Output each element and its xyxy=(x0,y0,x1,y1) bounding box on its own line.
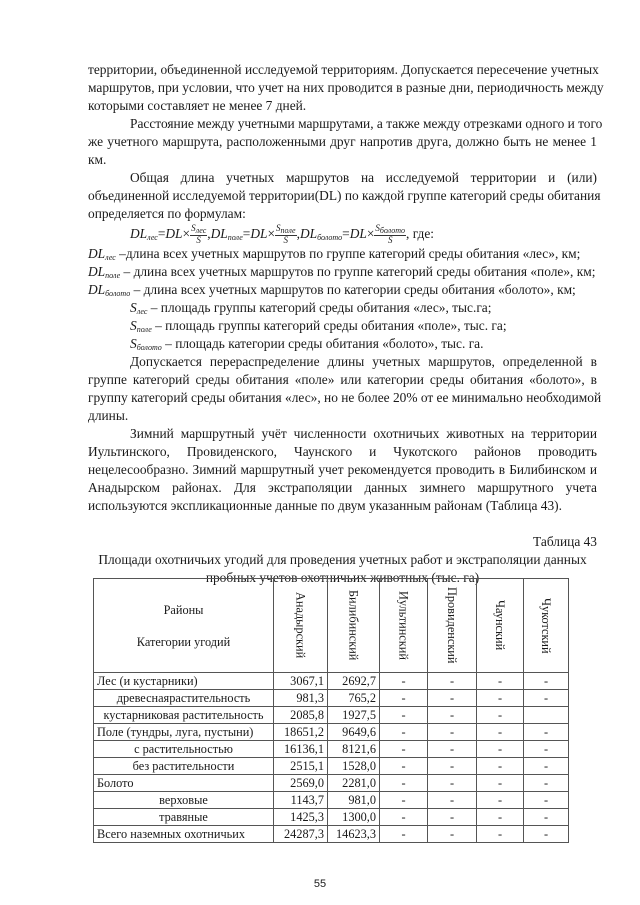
value-cell: - xyxy=(477,673,524,690)
value-cell: 2692,7 xyxy=(328,673,380,690)
table-row xyxy=(94,707,569,724)
value-cell: 3067,1 xyxy=(274,673,328,690)
table-title-line: Площади охотничьих угодий для проведения учетных работ и экстраполяции данных xyxy=(98,552,587,567)
value-cell: - xyxy=(477,690,524,707)
text-line: которыми составляет не менее 7 дней. xyxy=(88,98,307,113)
value-cell: 24287,3 xyxy=(274,826,328,843)
formula-times: × xyxy=(182,226,191,241)
value-cell: - xyxy=(380,673,428,690)
text-line: длины. xyxy=(88,408,129,423)
value-cell: - xyxy=(428,673,477,690)
categories-label: Категории угодий xyxy=(136,634,231,649)
formula-sub: поле xyxy=(280,226,296,236)
definition-text: – площадь группы категорий среды обитания «поле», тыс. га; xyxy=(151,318,507,333)
symbol-subscript: поле xyxy=(136,325,152,334)
district-column-header xyxy=(328,579,380,673)
symbol: DL xyxy=(88,282,106,297)
formula-eq: = xyxy=(157,226,166,241)
district-name: Иультинский xyxy=(396,591,411,660)
district-column-header xyxy=(274,579,328,673)
value-cell: - xyxy=(524,775,569,792)
value-cell: 1425,3 xyxy=(274,809,328,826)
definition-line xyxy=(88,263,597,281)
formula-sub: лес xyxy=(147,233,158,242)
value-cell: 981,0 xyxy=(328,792,380,809)
value-cell: - xyxy=(380,775,428,792)
text-line: км. xyxy=(88,152,107,167)
formula-sub: болото xyxy=(379,226,405,236)
category-cell: верховые xyxy=(94,792,274,809)
text-line: территории, объединенной исследуемой территориям. Допускается пересечение учетных xyxy=(88,62,599,77)
value-cell: 9649,6 xyxy=(328,724,380,741)
district-column-header xyxy=(428,579,477,673)
value-cell: - xyxy=(477,741,524,758)
table-row xyxy=(94,775,569,792)
definition-text: – длина всех учетных маршрутов по категории среды обитания «болото», км; xyxy=(130,282,576,297)
formula-sub: лес xyxy=(195,226,207,236)
district-column-header xyxy=(477,579,524,673)
district-column-header xyxy=(380,579,428,673)
value-cell: - xyxy=(380,792,428,809)
value-cell: - xyxy=(380,758,428,775)
value-cell: 2515,1 xyxy=(274,758,328,775)
text-line: группе категорий среды обитания «поле» или категории среды обитания «болото», в xyxy=(88,372,597,387)
value-cell xyxy=(524,707,569,724)
value-cell: - xyxy=(380,826,428,843)
value-cell: 2281,0 xyxy=(328,775,380,792)
category-cell: Поле (тундры, луга, пустыни) xyxy=(94,724,274,741)
definition-text: – площадь категории среды обитания «болото», тыс. га. xyxy=(161,336,484,351)
text-line: Расстояние между учетными маршрутами, а также между отрезками одного и того xyxy=(130,116,603,131)
value-cell: - xyxy=(428,741,477,758)
fraction xyxy=(275,224,297,245)
definition-line xyxy=(88,281,597,299)
value-cell: - xyxy=(477,775,524,792)
value-cell: - xyxy=(428,775,477,792)
value-cell: - xyxy=(524,758,569,775)
category-cell: древеснаярастительность xyxy=(94,690,274,707)
formula-dl: DL xyxy=(299,226,318,241)
value-cell: - xyxy=(524,673,569,690)
definition-text: –длина всех учетных маршрутов по группе категорий среды обитания «лес», км; xyxy=(115,246,581,261)
formula-eq: = xyxy=(342,226,350,241)
value-cell: - xyxy=(524,690,569,707)
category-cell: травяные xyxy=(94,809,274,826)
definition-line xyxy=(88,299,597,317)
table-label: Таблица 43 xyxy=(533,534,597,549)
value-cell: 18651,2 xyxy=(274,724,328,741)
table-row xyxy=(94,826,569,843)
table-row xyxy=(94,741,569,758)
formula-comma: , xyxy=(296,226,300,241)
fraction xyxy=(374,224,406,245)
text-line: определяется по формулам: xyxy=(88,206,246,221)
text-line: объединенной исследуемой территории(DL) по каждой группе категорий среды обитания xyxy=(88,188,601,203)
hunting-grounds-table xyxy=(93,578,569,843)
table-row xyxy=(94,724,569,741)
text-line: используются экспликационные данные по двум указанным районам (Таблица 43). xyxy=(88,498,562,513)
value-cell: - xyxy=(524,792,569,809)
formula-dl: DL xyxy=(130,226,148,241)
symbol: S xyxy=(130,318,137,333)
value-cell: - xyxy=(428,690,477,707)
value-cell: - xyxy=(428,809,477,826)
formula-dl: DL xyxy=(250,226,268,241)
definition-line xyxy=(88,335,597,353)
value-cell: - xyxy=(477,707,524,724)
formula-s: S xyxy=(375,223,380,234)
definition-line xyxy=(88,245,597,263)
symbol: S xyxy=(130,300,137,315)
symbol-subscript: болото xyxy=(105,289,131,298)
district-column-header xyxy=(524,579,569,673)
document-body xyxy=(88,61,604,587)
text-line: группу категорий среды обитания «лес», но не более 20% от ее минимально необходимой xyxy=(88,390,602,405)
value-cell: - xyxy=(380,724,428,741)
text-line: нецелесообразно. Зимний маршрутный учет рекомендуется проводить в Билибинском и xyxy=(88,462,597,477)
value-cell: 765,2 xyxy=(328,690,380,707)
corner-header xyxy=(94,579,274,673)
formula-s: S xyxy=(283,235,289,246)
value-cell: 1300,0 xyxy=(328,809,380,826)
category-cell: без растительности xyxy=(94,758,274,775)
district-name: Чукотский xyxy=(539,597,553,654)
page-number: 55 xyxy=(313,878,327,890)
table-title-line: пробных учетов охотничьих животных (тыс. га) xyxy=(205,570,480,585)
value-cell: 14623,3 xyxy=(328,826,380,843)
district-name: Провиденский xyxy=(445,587,459,664)
formula-dl: DL xyxy=(210,226,228,241)
formula-times: × xyxy=(366,226,375,241)
text-line: Общая длина учетных маршрутов на исследуемой территории и (или) xyxy=(130,170,597,185)
symbol-subscript: лес xyxy=(136,307,148,316)
value-cell: - xyxy=(524,724,569,741)
category-cell: с растительностью xyxy=(94,741,274,758)
text-line: Иультинского, Провиденского, Чаунского и Чукотского районов проводить xyxy=(88,444,597,459)
value-cell: - xyxy=(428,826,477,843)
value-cell: - xyxy=(380,809,428,826)
value-cell: - xyxy=(380,707,428,724)
formula-sub: поле xyxy=(227,233,243,242)
value-cell: 1927,5 xyxy=(328,707,380,724)
formula-sub: болото xyxy=(317,233,343,242)
table-header-row xyxy=(94,579,569,673)
districts-label: Районы xyxy=(163,602,204,617)
formula-s: S xyxy=(276,223,281,234)
category-cell: Всего наземных охотничьих xyxy=(94,826,274,843)
formula-dl: DL xyxy=(165,226,183,241)
value-cell: - xyxy=(524,741,569,758)
formula-s: S xyxy=(191,223,196,234)
text-line: Анадырском районах. Для экстраполяции данных зимнего маршрутного учета xyxy=(88,480,597,495)
definitions xyxy=(88,245,597,353)
text-line: же учетного маршрута, расположенными друг напротив друга, должно быть не менее 1 xyxy=(88,134,597,149)
text-line: маршрутов, при условии, что учет на них проводится в разные дни, периодичность между xyxy=(88,80,604,95)
symbol-subscript: болото xyxy=(136,343,162,352)
formula-dl: DL xyxy=(349,226,367,241)
table-row xyxy=(94,758,569,775)
intro-paragraphs xyxy=(88,61,604,223)
formula-tail: , где: xyxy=(406,226,434,241)
value-cell: - xyxy=(477,809,524,826)
formula xyxy=(88,223,597,245)
body-paragraphs xyxy=(88,353,602,515)
table-row xyxy=(94,792,569,809)
value-cell: - xyxy=(380,690,428,707)
value-cell: - xyxy=(477,724,524,741)
table-row xyxy=(94,690,569,707)
definition-text: – длина всех учетных маршрутов по группе категорий среды обитания «поле», км; xyxy=(120,264,596,279)
category-cell: кустарниковая растительность xyxy=(94,707,274,724)
value-cell: 2569,0 xyxy=(274,775,328,792)
value-cell: - xyxy=(380,741,428,758)
formula-eq: = xyxy=(242,226,251,241)
value-cell: - xyxy=(477,826,524,843)
value-cell: 8121,6 xyxy=(328,741,380,758)
value-cell: 16136,1 xyxy=(274,741,328,758)
formula-times: × xyxy=(267,226,276,241)
formula-s: S xyxy=(387,235,393,246)
symbol-subscript: лес xyxy=(105,253,116,262)
text-line: Зимний маршрутный учёт численности охотничьих животных на территории xyxy=(130,426,597,441)
district-name: Чаунский xyxy=(493,600,507,651)
symbol-subscript: поле xyxy=(105,271,121,280)
value-cell: - xyxy=(477,758,524,775)
table-row xyxy=(94,809,569,826)
value-cell: - xyxy=(524,826,569,843)
category-cell: Лес (и кустарники) xyxy=(94,673,274,690)
district-name: Билибинский xyxy=(346,590,361,661)
category-cell: Болото xyxy=(94,775,274,792)
fraction xyxy=(190,224,207,245)
symbol: DL xyxy=(88,246,106,261)
value-cell: 981,3 xyxy=(274,690,328,707)
formula-s: S xyxy=(196,235,201,246)
value-cell: - xyxy=(428,758,477,775)
definition-line xyxy=(88,317,597,335)
symbol: S xyxy=(130,336,137,351)
district-name: Анадырский xyxy=(293,592,308,659)
value-cell: - xyxy=(428,792,477,809)
value-cell: 2085,8 xyxy=(274,707,328,724)
value-cell: 1528,0 xyxy=(328,758,380,775)
text-line: Допускается перераспределение длины учетных маршрутов, определенной в xyxy=(130,354,597,369)
value-cell: - xyxy=(524,809,569,826)
definition-text: – площадь группы категорий среды обитания «лес», тыс.га; xyxy=(147,300,492,315)
formula-comma: , xyxy=(207,226,211,241)
table-row xyxy=(94,673,569,690)
value-cell: - xyxy=(428,707,477,724)
value-cell: - xyxy=(428,724,477,741)
value-cell: - xyxy=(477,792,524,809)
value-cell: 1143,7 xyxy=(274,792,328,809)
symbol: DL xyxy=(88,264,106,279)
